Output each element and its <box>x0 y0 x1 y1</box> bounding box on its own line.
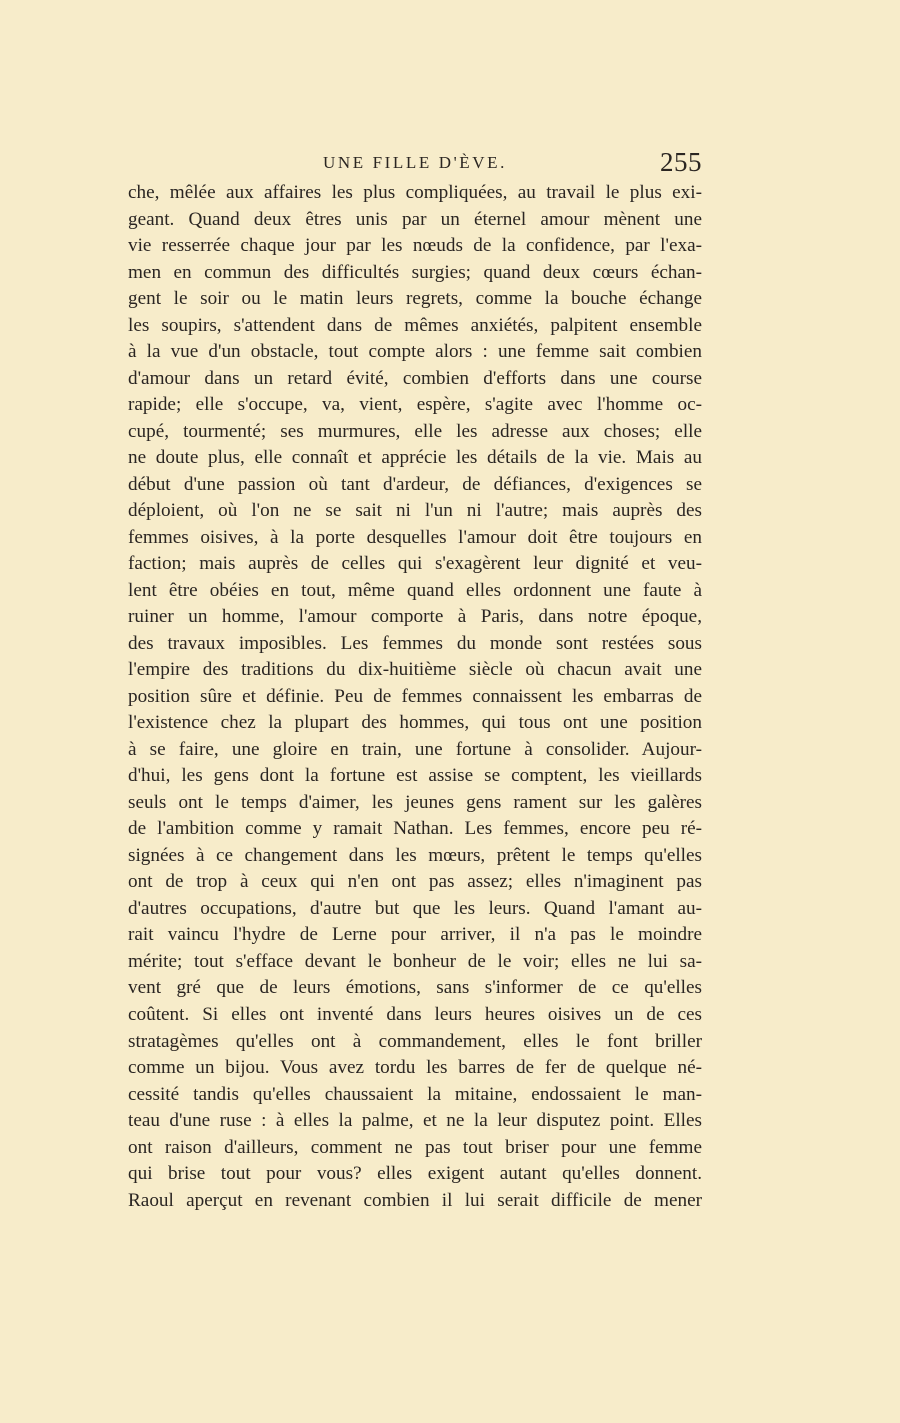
running-title: UNE FILLE D'ÈVE. <box>323 153 507 172</box>
text-line: geant. Quand deux êtres unis par un éternel amour mènent une <box>128 208 702 230</box>
text-line: Raoul aperçut en revenant combien il lui serait difficile de mener <box>128 1189 702 1211</box>
text-line: l'existence chez la plupart des hommes, qui tous ont une position <box>128 712 702 734</box>
text-line: che, mêlée aux affaires les plus compliquées, au travail le plus exi- <box>128 182 702 203</box>
text-line: stratagèmes qu'elles ont à commandement, elles le font briller <box>128 1030 702 1052</box>
text-line: qui brise tout pour vous? elles exigent autant qu'elles donnent. <box>128 1163 702 1185</box>
text-line: comme un bijou. Vous avez tordu les barres de fer de quelque né- <box>128 1057 702 1079</box>
page-header <box>128 147 702 179</box>
text-line: vie resserrée chaque jour par les nœuds de la confidence, par l'exa- <box>128 235 702 257</box>
text-line: faction; mais auprès de celles qui s'exagèrent leur dignité et veu- <box>128 553 702 575</box>
text-line: position sûre et définie. Peu de femmes connaissent les embarras de <box>128 685 702 707</box>
text-line: rait vaincu l'hydre de Lerne pour arriver, il n'a pas le moindre <box>128 924 702 946</box>
text-line: ont raison d'ailleurs, comment ne pas tout briser pour une femme <box>128 1136 702 1158</box>
text-line: lent être obéies en tout, même quand elles ordonnent une faute à <box>128 579 702 601</box>
text-line: femmes oisives, à la porte desquelles l'amour doit être toujours en <box>128 526 702 548</box>
text-line: à se faire, une gloire en train, une fortune à consolider. Aujour- <box>128 738 702 760</box>
text-line: des travaux imposibles. Les femmes du monde sont restées sous <box>128 632 702 654</box>
text-line: mérite; tout s'efface devant le bonheur de le voir; elles ne lui sa- <box>128 950 702 972</box>
text-line: ont de trop à ceux qui n'en ont pas assez; elles n'imaginent pas <box>128 871 702 893</box>
text-line: cessité tandis qu'elles chaussaient la mitaine, endossaient le man- <box>128 1083 702 1105</box>
text-line: rapide; elle s'occupe, va, vient, espère, s'agite avec l'homme oc- <box>128 394 702 416</box>
text-line: vent gré que de leurs émotions, sans s'informer de ce qu'elles <box>128 977 702 999</box>
text-line: d'hui, les gens dont la fortune est assise se comptent, les vieillards <box>128 765 702 787</box>
text-line: cupé, tourmenté; ses murmures, elle les adresse aux choses; elle <box>128 420 702 442</box>
page-number: 255 <box>660 147 702 177</box>
text-line: teau d'une ruse : à elles la palme, et ne la leur disputez point. Elles <box>128 1110 702 1132</box>
text-line: coûtent. Si elles ont inventé dans leurs heures oisives un de ces <box>128 1003 702 1025</box>
text-line: d'amour dans un retard évité, combien d'efforts dans une course <box>128 367 702 389</box>
text-line: men en commun des difficultés surgies; quand deux cœurs échan- <box>128 261 702 283</box>
body-text <box>128 180 702 1214</box>
text-line: de l'ambition comme y ramait Nathan. Les femmes, encore peu ré- <box>128 818 702 840</box>
text-line: ruiner un homme, l'amour comporte à Paris, dans notre époque, <box>128 606 702 628</box>
text-line: d'autres occupations, d'autre but que les leurs. Quand l'amant au- <box>128 897 702 919</box>
text-line: signées à ce changement dans les mœurs, prêtent le temps qu'elles <box>128 844 702 866</box>
text-line: ne doute plus, elle connaît et apprécie les détails de la vie. Mais au <box>128 447 702 469</box>
text-line: début d'une passion où tant d'ardeur, de défiances, d'exigences se <box>128 473 702 495</box>
text-line: les soupirs, s'attendent dans de mêmes anxiétés, palpitent ensemble <box>128 314 702 336</box>
text-line: gent le soir ou le matin leurs regrets, comme la bouche échange <box>128 288 702 310</box>
text-line: déploient, où l'on ne se sait ni l'un ni l'autre; mais auprès des <box>128 500 702 522</box>
text-line: l'empire des traditions du dix-huitième siècle où chacun avait une <box>128 659 702 681</box>
text-line: seuls ont le temps d'aimer, les jeunes gens rament sur les galères <box>128 791 702 813</box>
text-line: à la vue d'un obstacle, tout compte alors : une femme sait combien <box>128 341 702 363</box>
